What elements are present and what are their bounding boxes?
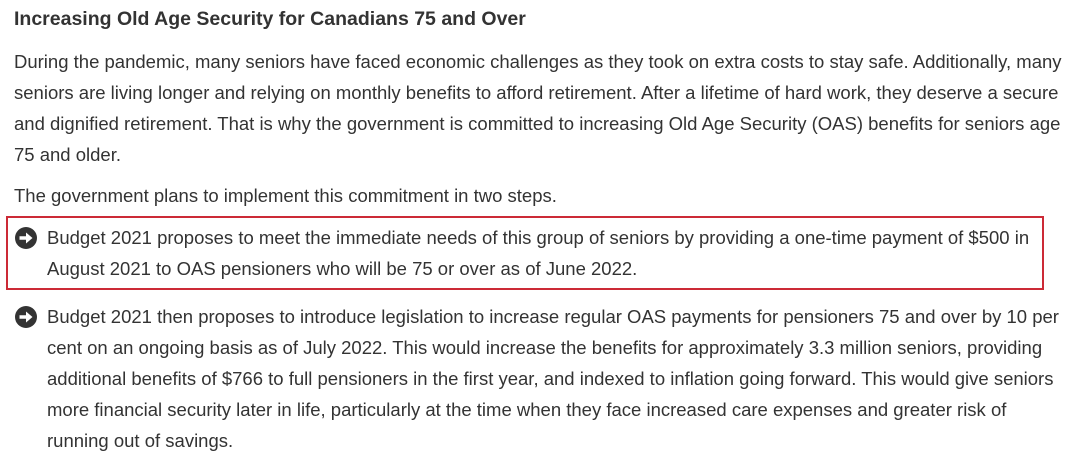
section-heading: Increasing Old Age Security for Canadians 75 and Over	[14, 8, 526, 30]
article-section	[14, 0, 1070, 456]
arrow-right-circle-icon	[14, 305, 38, 329]
steps-intro-paragraph: The government plans to implement this commitment in two steps.	[14, 185, 557, 206]
bullet-item-one-time-payment	[14, 222, 1070, 284]
bullet-text: Budget 2021 then proposes to introduce legislation to increase regular OAS payments for pensioners 75 and over by 10 per cent on an ongoing basis as of July 2022. This would increase the benefits for approximately 3.3 million seniors, providing additional benefits of $766 to full pensioners in the first year, and indexed to inflation going forward. This would give seniors more financial security later in life, particularly at the time when they face increased care expenses and greater risk of running out of savings.	[47, 306, 1059, 451]
bullet-item-regular-increase	[14, 301, 1070, 456]
bullet-text: Budget 2021 proposes to meet the immediate needs of this group of seniors by providing a one-time payment of $500 in August 2021 to OAS pensioners who will be 75 or over as of June 2022.	[47, 227, 1030, 279]
intro-paragraph: During the pandemic, many seniors have faced economic challenges as they took on extra costs to stay safe. Additionally, many seniors are living longer and relying on monthly benefits to afford retirement. After a lifetime of hard work, they deserve a secure and dignified retirement. That is why the government is committed to increasing Old Age Security (OAS) benefits for seniors age 75 and older.	[14, 51, 1062, 165]
arrow-right-circle-icon	[14, 226, 38, 250]
